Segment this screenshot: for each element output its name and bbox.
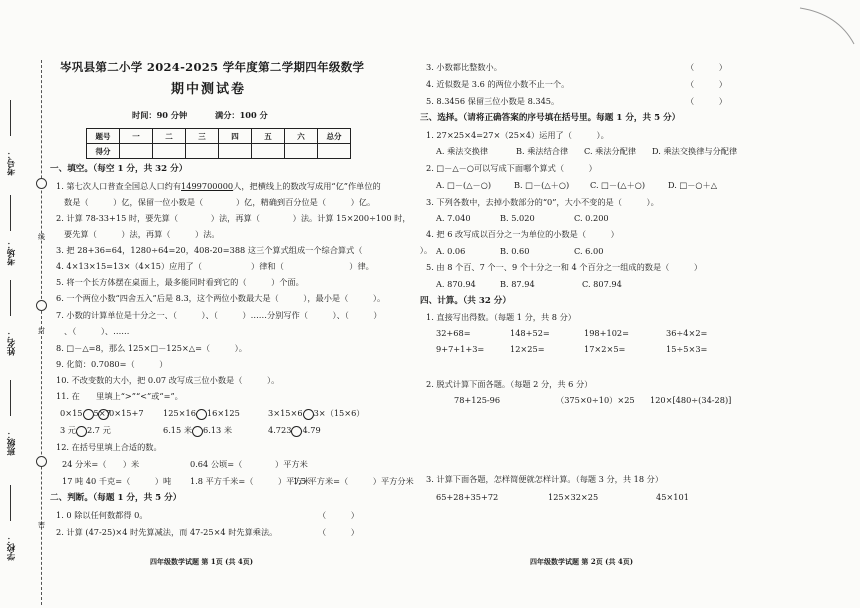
conversion-item: 17 吨 40 千克=（ ）吨 <box>62 476 172 486</box>
score-cell[interactable] <box>120 144 153 159</box>
score-header: 三 <box>186 129 219 144</box>
choice-option[interactable]: C. □－(△＋○) <box>590 180 646 190</box>
score-cell[interactable] <box>252 144 285 159</box>
fill-line <box>10 380 11 416</box>
compare-circle[interactable] <box>303 409 314 420</box>
calc-item[interactable]: 78+125-96 <box>454 395 501 405</box>
answer-paren[interactable]: （ ） <box>318 527 359 537</box>
choice-option[interactable]: C. 807.94 <box>582 279 622 289</box>
question <box>56 181 381 192</box>
choice-option[interactable]: B. 87.94 <box>500 279 535 289</box>
calc-item[interactable]: 198+102= <box>584 328 629 338</box>
calc-item[interactable]: 15÷5×3= <box>666 344 708 354</box>
choice-option[interactable]: B. 乘法结合律 <box>516 146 569 156</box>
judge-question: 2. 计算 (47-25)×4 时先算减法，而 47-25×4 时先算乘法。 <box>56 527 278 537</box>
binder-strip <box>0 0 48 608</box>
score-cell[interactable] <box>186 144 219 159</box>
choice-option[interactable]: A. 0.06 <box>436 246 466 256</box>
choice-option[interactable]: A. 7.040 <box>436 213 471 223</box>
compare-right: 5×7 <box>93 408 111 418</box>
answer-paren[interactable]: （ ） <box>318 510 359 520</box>
answer-paren[interactable]: （ ） <box>686 96 727 106</box>
compare-left: 125×16 <box>163 408 196 418</box>
choice-option[interactable]: D. □－○＋△ <box>668 180 718 190</box>
judge-question: 5. 8.3456 保留三位小数是 8.345。 <box>426 96 560 106</box>
exam-subtitle: 期中测试卷 <box>171 82 247 97</box>
question: 3. 把 28+36=64，1280÷64=20，408-20=388 这三个算式组成一个综合算式（ ）。 <box>56 245 433 255</box>
question: 要先算（ ）法，再算（ ）法。 <box>64 229 220 239</box>
exam-total-score: 满分：100 分 <box>215 110 268 120</box>
exam-title: 岑巩县第二小学 2024-2025 学年度第二学期四年级数学 <box>60 60 365 74</box>
compare-item <box>163 408 240 420</box>
class-label: 班级： <box>7 430 17 456</box>
conversion-item: 24 分米=（ ）米 <box>62 459 140 469</box>
score-cell[interactable] <box>153 144 186 159</box>
choice-option[interactable]: C. 0.200 <box>574 213 609 223</box>
calc-item[interactable]: 9+7+1+3= <box>436 344 485 354</box>
answer-paren[interactable]: （ ） <box>686 79 727 89</box>
choice-question: 3. 下列各数中，去掉小数部分的“0”，大小不变的是（ ）。 <box>426 197 659 207</box>
choice-option[interactable]: C. 6.00 <box>574 246 604 256</box>
score-header: 二 <box>153 129 186 144</box>
population-number: 1499700000 <box>181 181 234 191</box>
calc-item[interactable]: 12×25= <box>510 344 545 354</box>
compare-circle[interactable] <box>83 409 94 420</box>
choice-option[interactable]: D. 乘法交换律与分配律 <box>652 146 738 156</box>
compare-item <box>268 408 365 420</box>
choice-option[interactable]: A. 乘法交换律 <box>436 146 489 156</box>
calc-part-title: 3. 计算下面各题，怎样简便就怎样计算。（每题 3 分，共 18 分） <box>426 474 664 484</box>
score-header: 五 <box>252 129 285 144</box>
question: 10. 不改变数的大小，把 0.07 改写成三位小数是（ ）。 <box>56 375 280 385</box>
compare-right: 3×（15×6） <box>313 408 365 418</box>
calc-item[interactable]: 36÷4×2= <box>666 328 708 338</box>
page-footer-right: 四年级数学试题 第 2页 (共 4页) <box>530 557 634 566</box>
compare-circle[interactable] <box>291 426 302 437</box>
judge-question: 4. 近似数是 3.6 的两位小数不止一个。 <box>426 79 570 89</box>
question-text: 1. 第七次人口普查全国总人口约有 <box>56 181 182 191</box>
compare-right: 2.7 元 <box>87 425 111 435</box>
fill-line <box>10 280 11 316</box>
calc-item[interactable]: 148+52= <box>510 328 550 338</box>
score-cell[interactable] <box>285 144 318 159</box>
calc-part-title: 2. 脱式计算下面各题。（每题 2 分，共 6 分） <box>426 379 593 389</box>
choice-question: 1. 27×25×4=27×（25×4）运用了（ ）。 <box>426 130 609 140</box>
compare-left: 3 元 <box>60 425 76 435</box>
binder-hole <box>36 178 47 189</box>
section1-title: 一、填空。（每空 1 分，共 32 分） <box>50 164 188 174</box>
score-header: 总分 <box>318 129 351 144</box>
fill-line <box>10 195 11 231</box>
compare-left: 0×15 <box>60 408 83 418</box>
calc-part-title: 1. 直接写出得数。（每题 1 分，共 8 分） <box>426 312 576 322</box>
choice-option[interactable]: A. 870.94 <box>436 279 476 289</box>
judge-question: 1. 0 除以任何数都得 0。 <box>56 510 148 520</box>
compare-item <box>60 425 111 437</box>
compare-right: 4.79 <box>302 425 321 435</box>
question: 5. 将一个长方体摆在桌面上，最多能同时看到它的（ ）个面。 <box>56 277 304 287</box>
binder-hole <box>36 300 47 311</box>
question: 6. 一个两位小数“四舍五入”后是 8.3，这个两位小数最大是（ ），最小是（ ）。 <box>56 293 386 303</box>
cut-mark: 封 <box>38 327 45 335</box>
compare-left: 3×15×6 <box>268 408 303 418</box>
choice-option[interactable]: B. □－(△＋○) <box>514 180 570 190</box>
calc-item[interactable]: 125×32×25 <box>548 492 599 502</box>
question: 8. □－△=8，那么 125×□－125×△=（ ）。 <box>56 343 247 353</box>
score-row-label: 得分 <box>87 144 120 159</box>
score-cell[interactable] <box>318 144 351 159</box>
choice-option[interactable]: A. □－(△－○) <box>436 180 492 190</box>
question: 2. 计算 78-33+15 时，要先算（ ）法，再算（ ）法。计算 15×200÷100 时， <box>56 213 411 223</box>
answer-paren[interactable]: （ ） <box>686 62 727 72</box>
score-header: 四 <box>219 129 252 144</box>
score-cell[interactable] <box>219 144 252 159</box>
cut-mark: 线 <box>38 233 45 241</box>
compare-item <box>98 408 144 420</box>
fill-line <box>10 485 11 521</box>
question: 数是（ ）亿，保留一位小数是（ ）亿，精确到百分位是（ ）亿。 <box>64 197 376 207</box>
school-label: 学校： <box>7 535 17 561</box>
choice-option[interactable]: C. 乘法分配律 <box>584 146 637 156</box>
question-text: 人，把横线上的数改写成用“亿”作单位的 <box>233 181 381 191</box>
compare-circle[interactable] <box>98 409 109 420</box>
question: 9. 化简：0.7080=（ ） <box>56 359 168 369</box>
question: 4. 4×13×15=13×（4×15）应用了（ ）律和（ ）律。 <box>56 261 374 271</box>
compare-circle[interactable] <box>192 426 203 437</box>
choice-question: 5. 由 8 个百、7 个一、9 个十分之一和 4 个百分之一组成的数是（ ） <box>426 262 703 272</box>
calc-item[interactable]: 120×[480÷(34-28)] <box>650 395 732 405</box>
calc-item[interactable]: 17×2×5= <box>584 344 626 354</box>
exam-room-label: 考场： <box>7 240 17 266</box>
choice-option[interactable]: B. 5.020 <box>500 213 535 223</box>
compare-item <box>163 425 232 437</box>
question: 7. 小数的计算单位是十分之一、（ ）、（ ）……分别写作（ ）、（ ） <box>56 310 382 320</box>
conversion-item: 0.64 公顷=（ ）平方米 <box>190 459 308 469</box>
question: 11. 在 里填上“>”“<”或“=”。 <box>56 391 183 401</box>
calc-item[interactable]: （375×0÷10）×25 <box>556 395 635 405</box>
score-table <box>86 128 351 159</box>
score-header: 题号 <box>87 129 120 144</box>
compare-circle[interactable] <box>196 409 207 420</box>
question: 12. 在括号里填上合适的数。 <box>56 442 162 452</box>
compare-right: 16×125 <box>206 408 240 418</box>
conversion-item: 1.8 平方千米=（ ）平方米 <box>190 476 311 486</box>
section2-title: 二、判断。（每题 1 分，共 5 分） <box>50 493 182 503</box>
exam-no-label: 考号： <box>7 150 17 176</box>
compare-right: 0×15+7 <box>109 408 144 418</box>
compare-item <box>268 425 321 437</box>
calc-item[interactable]: 65+28+35+72 <box>436 492 499 502</box>
name-label: 姓名： <box>7 330 17 356</box>
compare-left: 6.15 米 <box>163 425 193 435</box>
choice-question: 4. 把 6 改写成以百分之一为单位的小数是（ ） <box>426 229 619 239</box>
score-header: 一 <box>120 129 153 144</box>
calc-item[interactable]: 45×101 <box>656 492 689 502</box>
page-footer-left: 四年级数学试题 第 1页 (共 4页) <box>150 557 254 566</box>
cut-mark: 密 <box>38 521 45 529</box>
exam-time: 时间：90 分钟 <box>132 110 188 120</box>
paper-fold-mark <box>798 2 858 47</box>
binder-hole <box>36 456 47 467</box>
question: 、（ ）、…… <box>64 326 130 336</box>
conversion-item: 1.5 平方米=（ ）平方分米 <box>293 476 414 486</box>
judge-question: 3. 小数都比整数小。 <box>426 62 502 72</box>
fill-line <box>10 100 11 136</box>
compare-left: 4.723 <box>268 425 292 435</box>
section4-title: 四、计算。（共 32 分） <box>420 296 511 306</box>
score-header: 六 <box>285 129 318 144</box>
calc-item[interactable]: 32+68= <box>436 328 471 338</box>
choice-question: 2. □－△－○可以写成下面哪个算式（ ） <box>426 163 597 173</box>
section3-title: 三、选择。（请将正确答案的序号填在括号里。每题 1 分，共 5 分） <box>420 113 681 123</box>
compare-circle[interactable] <box>76 426 87 437</box>
choice-option[interactable]: B. 0.60 <box>500 246 530 256</box>
compare-right: 6.13 米 <box>203 425 233 435</box>
